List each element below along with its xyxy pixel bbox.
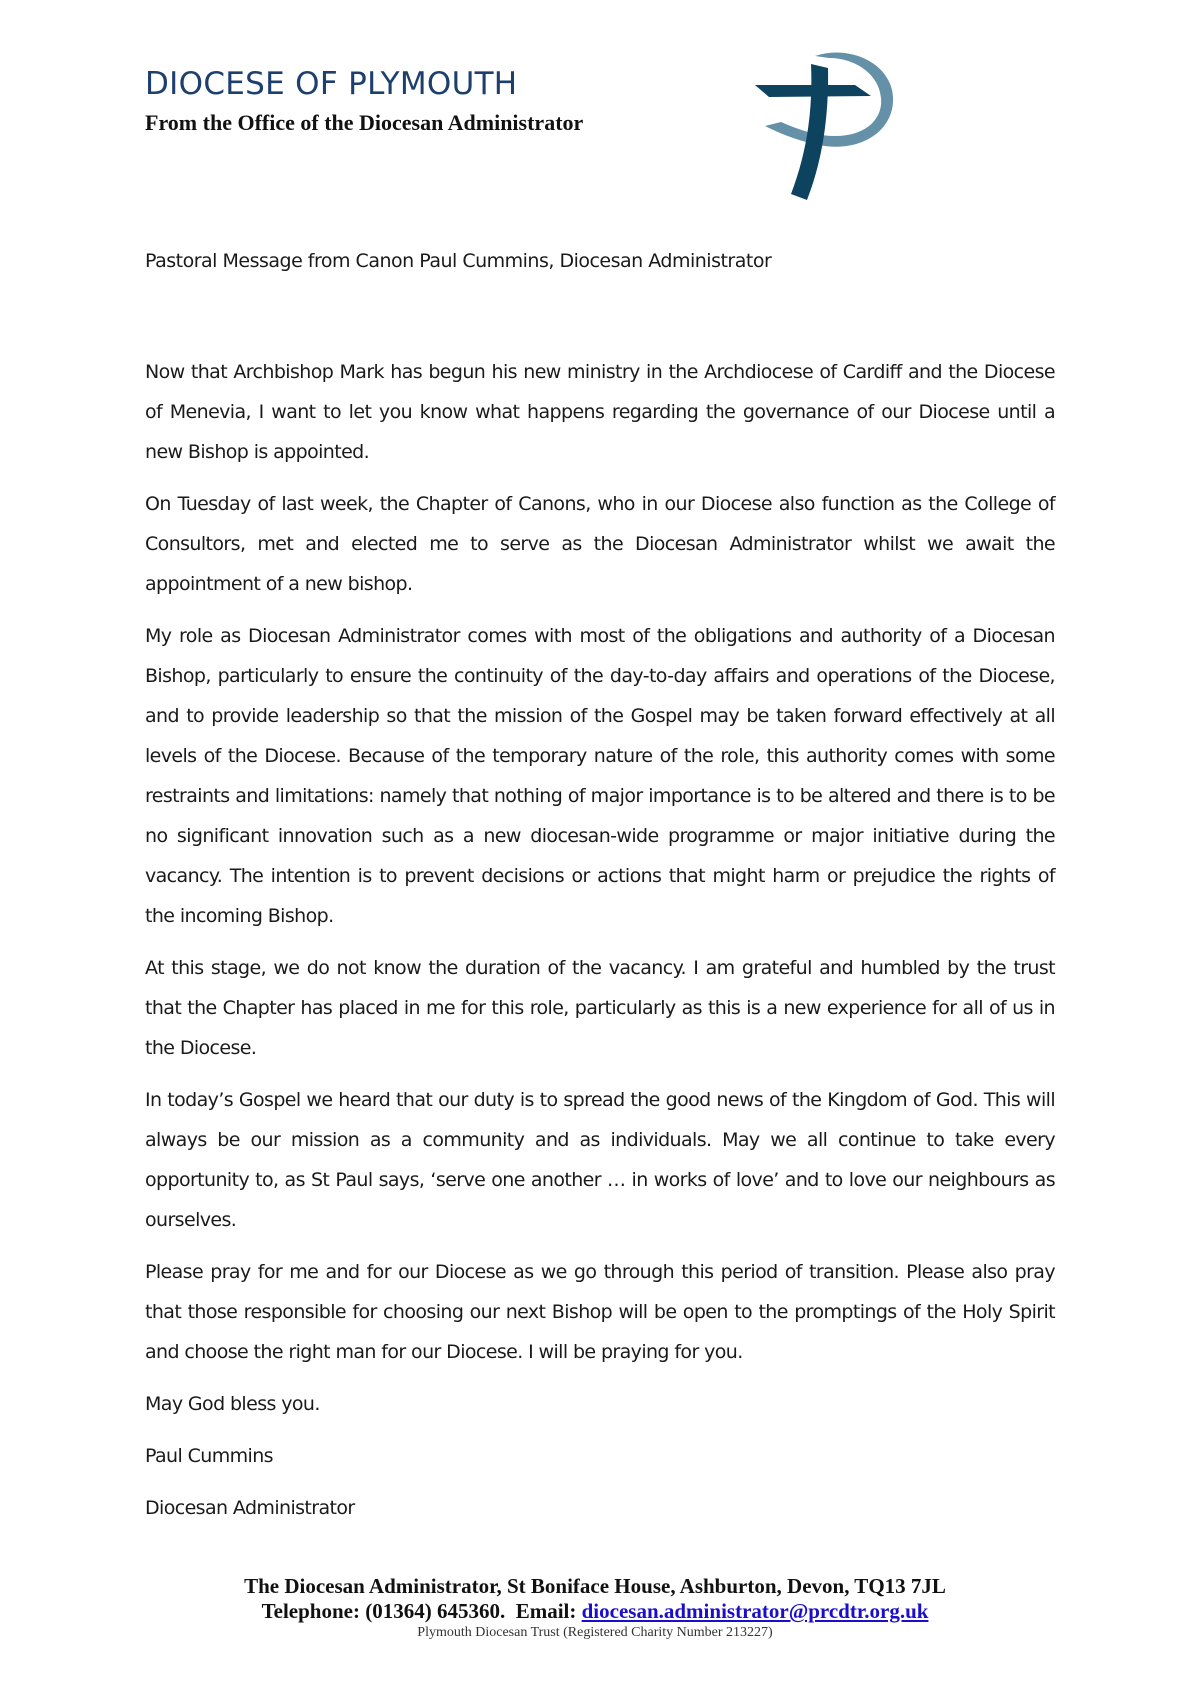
office-subtitle: From the Office of the Diocesan Administrator xyxy=(145,110,584,135)
signature-name: Paul Cummins xyxy=(145,1445,273,1467)
message-subject: Pastoral Message from Canon Paul Cummins, Diocesan Administrator xyxy=(145,250,772,272)
footer-contact xyxy=(0,1599,1190,1624)
paragraph: At this stage, we do not know the duration of the vacancy. I am grateful and humbled by the trust that the Chapter has placed in me for this role, particularly as this is a new experience for all of us in the Diocese. xyxy=(145,957,1055,1059)
paragraph: Please pray for me and for our Diocese as we go through this period of transition. Please also pray that those responsible for choosing our next Bishop will be open to the promptings of the Holy Spirit and choose the right man for our Diocese. I will be praying for you. xyxy=(145,1261,1055,1363)
paragraph: My role as Diocesan Administrator comes with most of the obligations and authority of a Diocesan Bishop, particularly to ensure the continuity of the day-to-day affairs and operations of the Diocese, and to provide leadership so that the mission of the Gospel may be taken forward effectively at all levels of the Diocese. Because of the temporary nature of the role, this authority comes with some restraints and limitations: namely that nothing of major importance is to be altered and there is to be no significant innovation such as a new diocesan-wide programme or major initiative during the vacancy. The intention is to prevent decisions or actions that might harm or prejudice the rights of the incoming Bishop. xyxy=(145,625,1055,927)
footer-address: The Diocesan Administrator, St Boniface House, Ashburton, Devon, TQ13 7JL xyxy=(244,1574,946,1598)
footer-charity: Plymouth Diocesan Trust (Registered Charity Number 213227) xyxy=(417,1625,773,1640)
paragraph: Now that Archbishop Mark has begun his new ministry in the Archdiocese of Cardiff and the Diocese of Menevia, I want to let you know what happens regarding the governance of our Diocese until a new Bishop is appointed. xyxy=(145,361,1055,463)
diocese-cross-logo-icon xyxy=(755,44,900,204)
closing-blessing: May God bless you. xyxy=(145,1393,320,1415)
footer-email-link[interactable]: diocesan.administrator@prcdtr.org.uk xyxy=(581,1599,929,1623)
letter-body xyxy=(145,352,1055,1540)
footer-telephone: Telephone: (01364) 645360. Email: xyxy=(261,1599,582,1623)
diocese-title: DIOCESE OF PLYMOUTH xyxy=(145,66,518,102)
paragraph: In today’s Gospel we heard that our duty is to spread the good news of the Kingdom of God. This will always be our mission as a community and as individuals. May we all continue to take every opportunity to, as St Paul says, ‘serve one another … in works of love’ and to love our neighbours as ourselves. xyxy=(145,1089,1055,1231)
signature-role: Diocesan Administrator xyxy=(145,1497,355,1519)
letter-footer xyxy=(0,1574,1190,1641)
paragraph: On Tuesday of last week, the Chapter of Canons, who in our Diocese also function as the College of Consultors, met and elected me to serve as the Diocesan Administrator whilst we await the appointment of a new bishop. xyxy=(145,493,1055,595)
